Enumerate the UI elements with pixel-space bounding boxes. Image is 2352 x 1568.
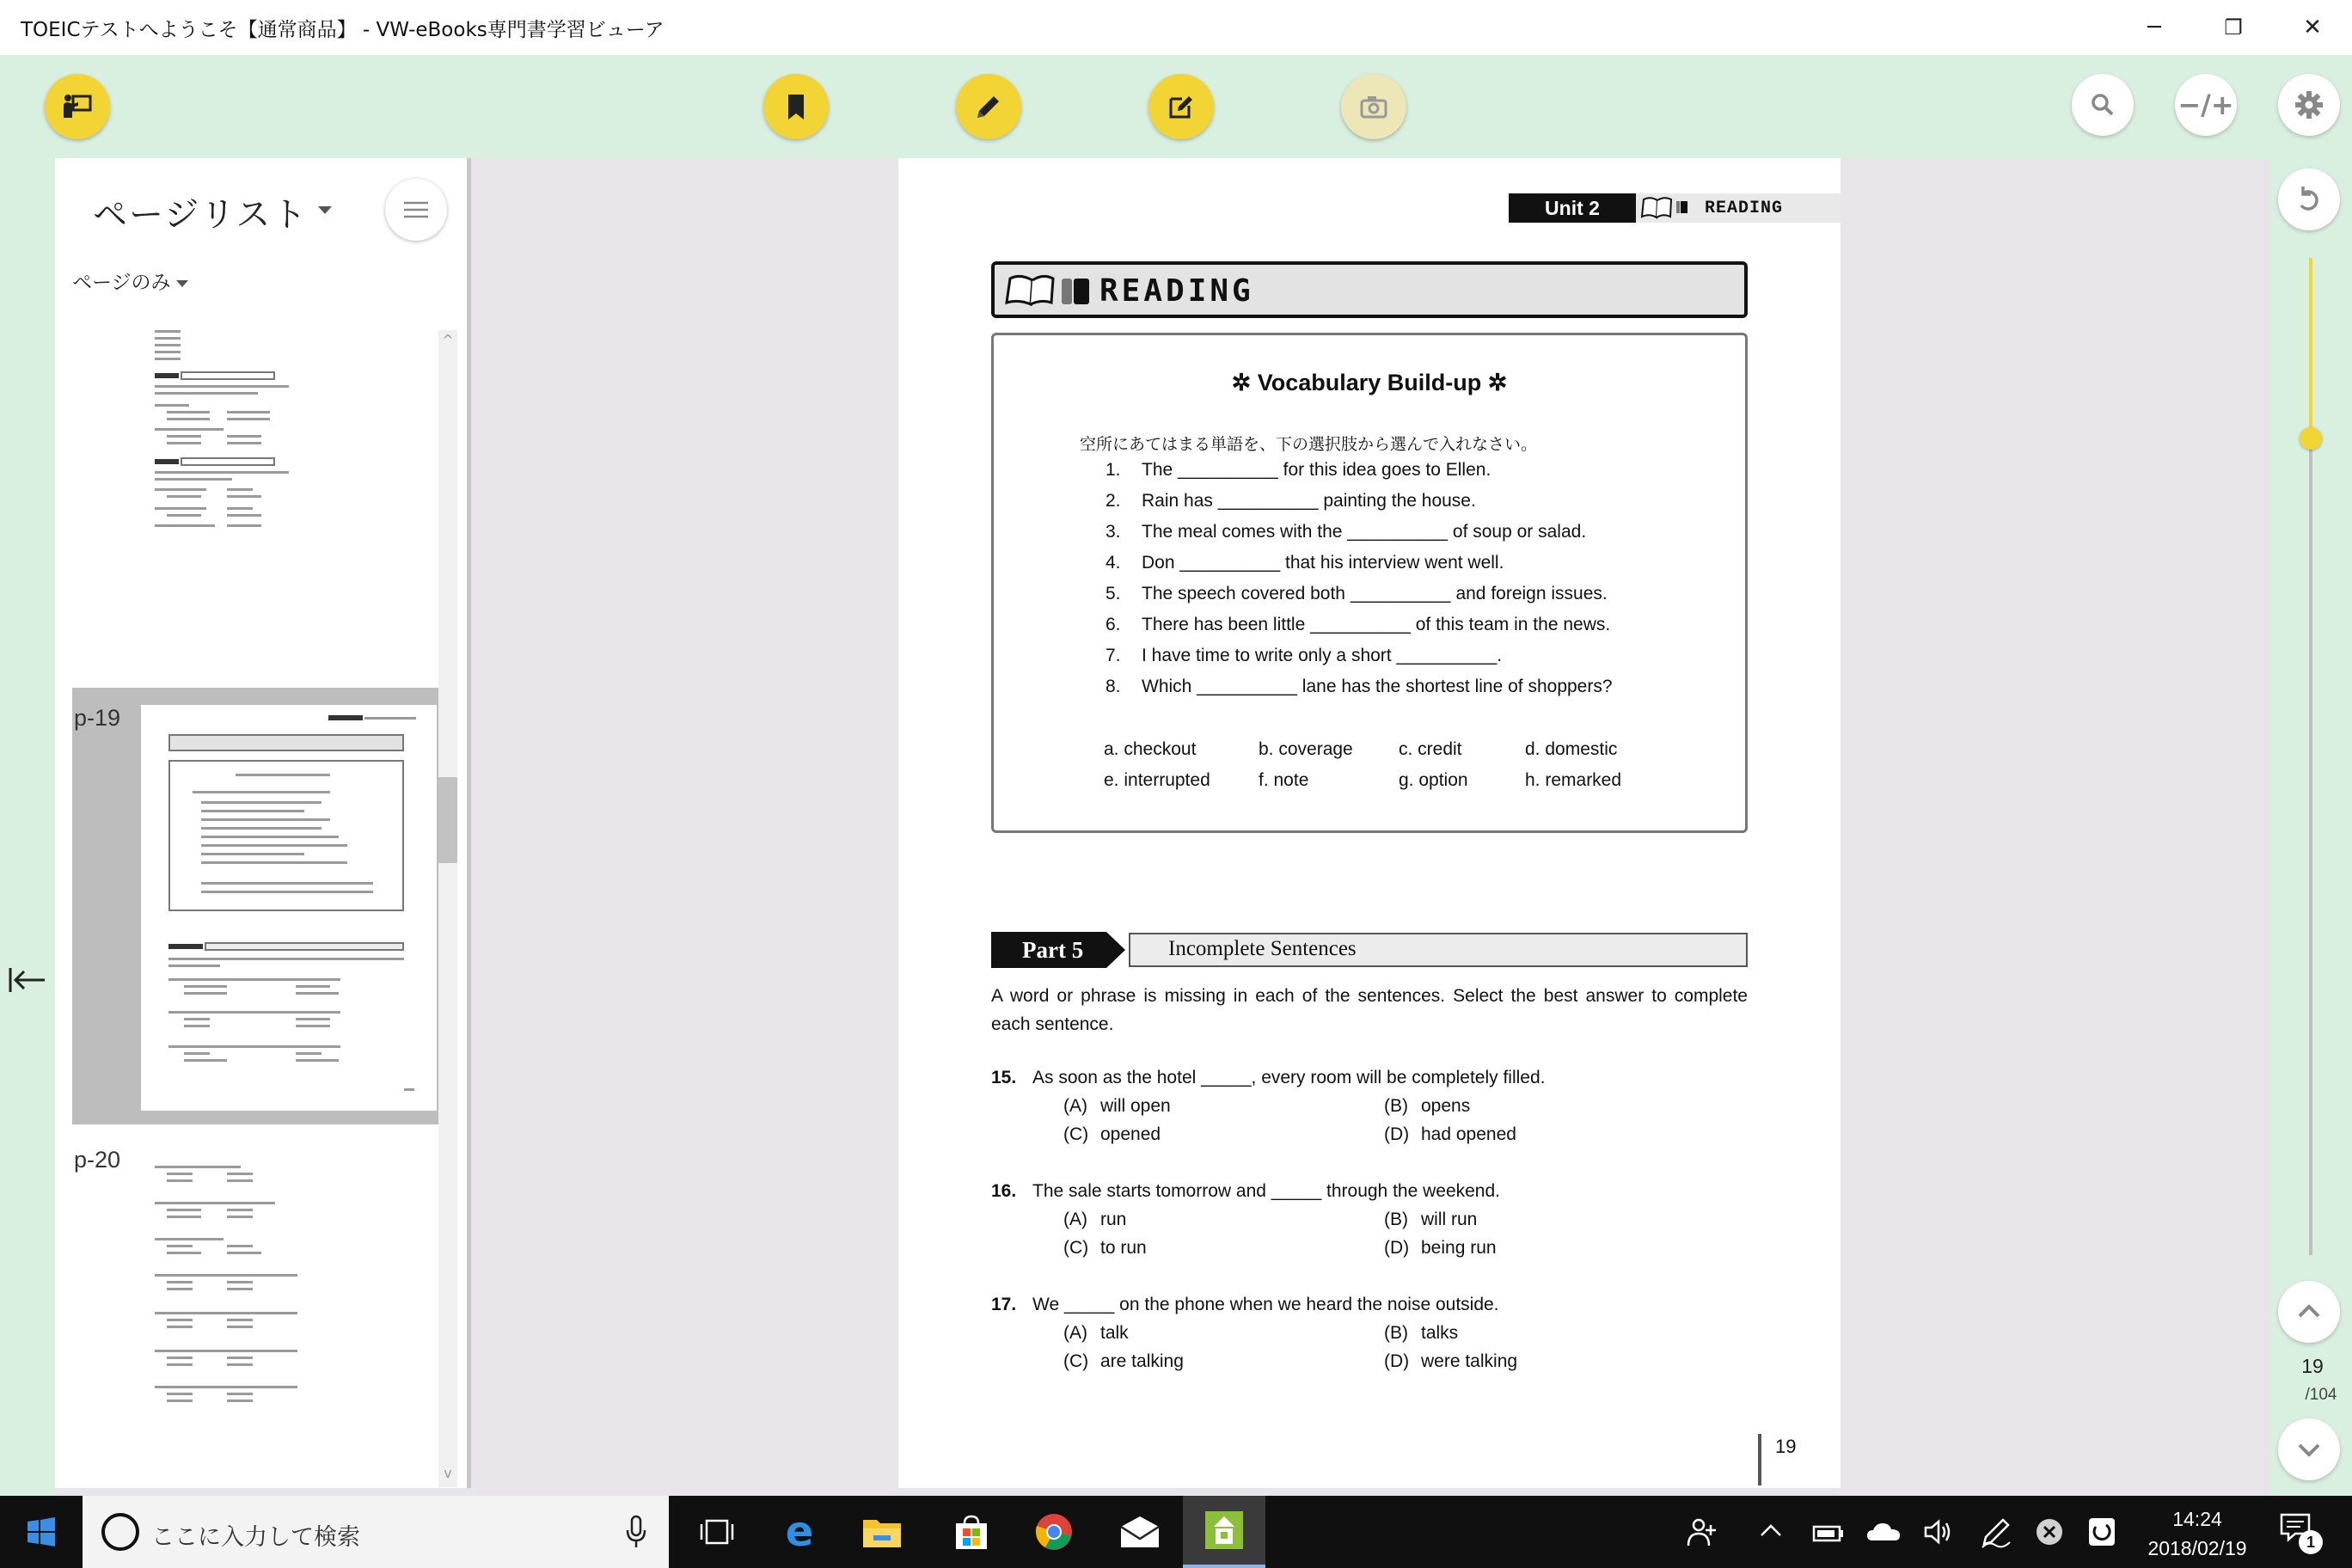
scroll-thumb[interactable] [438, 777, 457, 863]
people-icon[interactable] [1687, 1516, 1721, 1547]
taskbar-clock[interactable] [2128, 1504, 2266, 1563]
undo-icon [2291, 181, 2327, 217]
chevron-down-icon [176, 280, 188, 287]
taskbar-mail[interactable] [1099, 1496, 1181, 1568]
vocab-item: 6. There has been little __________ of this team in the news. [1106, 615, 1611, 634]
page-slider-fill [2309, 258, 2312, 438]
note-edit-icon [1163, 89, 1199, 125]
answer-option: (C) opened [1063, 1124, 1161, 1144]
answer-option: (C) are talking [1063, 1351, 1184, 1371]
scroll-up-icon[interactable]: ^ [442, 332, 454, 348]
chrome-icon [1034, 1512, 1074, 1552]
part-arrow [1106, 932, 1125, 968]
battery-icon[interactable] [1810, 1518, 1845, 1546]
note-edit-button[interactable] [1148, 74, 1214, 139]
answer-option: (A) will open [1063, 1096, 1171, 1116]
page-number-rule [1758, 1434, 1761, 1485]
thumbnail-page-image [141, 705, 437, 1111]
answer-option: (B) opens [1384, 1096, 1471, 1116]
left-margin [0, 158, 55, 1496]
page-number: 19 [1775, 1436, 1797, 1457]
current-page: 19 [2301, 1355, 2324, 1377]
taskbar-search-placeholder: ここに入力して検索 [151, 1524, 360, 1551]
thumbnail-p20[interactable] [72, 1147, 440, 1487]
document-page [898, 158, 1841, 1488]
vocab-item: 1. The __________ for this idea goes to Ellen. [1106, 460, 1491, 480]
choice-item: c. credit [1399, 739, 1462, 759]
thumbnail-label: p-20 [74, 1147, 121, 1173]
unit-tag: Unit 2 [1509, 193, 1636, 223]
search-icon [2085, 87, 2121, 123]
vocabulary-title: ✲ Vocabulary Build-up ✲ [1231, 370, 1508, 395]
thumbnail-list [72, 330, 457, 1487]
taskbar [0, 1496, 2352, 1568]
question: 15. As soon as the hotel _____, every room will be completely filled. [991, 1068, 1546, 1087]
page-filter-label: ページのみ [72, 272, 171, 294]
answer-option: (D) being run [1384, 1238, 1497, 1258]
edge-browser-icon: e [785, 1508, 814, 1556]
thumbnail-page-image [141, 330, 306, 536]
answer-option: (B) talks [1384, 1323, 1459, 1343]
choice-item: d. domestic [1525, 739, 1618, 759]
page-list-panel [55, 158, 469, 1488]
windows-logo-icon [26, 1516, 57, 1547]
cortana-icon [101, 1513, 139, 1551]
next-page-button[interactable] [2278, 1418, 2340, 1480]
restore-button[interactable]: ❐ [2224, 15, 2243, 40]
part-label: Part 5 [991, 932, 1106, 968]
clock-date: 2018/02/19 [2147, 1537, 2247, 1559]
thumbnail-scrollbar[interactable] [438, 330, 457, 1487]
taskbar-chrome[interactable] [1013, 1496, 1095, 1568]
bookmark-button[interactable] [763, 74, 829, 139]
chevron-up-icon [2291, 1294, 2327, 1330]
thumbnail-p19[interactable] [72, 688, 440, 1124]
notification-count-badge: 1 [2299, 1530, 2323, 1554]
chevron-up-icon[interactable] [1759, 1522, 1783, 1539]
taskbar-ebook-viewer[interactable] [1183, 1496, 1265, 1568]
thumbnail-page-image [141, 1161, 306, 1487]
camera-button[interactable] [1341, 74, 1406, 139]
answer-option: (D) had opened [1384, 1124, 1516, 1144]
settings-icon [2291, 87, 2327, 123]
panel-resize-handle[interactable] [467, 158, 471, 1488]
question: 16. The sale starts tomorrow and _____ through the weekend. [991, 1181, 1500, 1201]
close-button[interactable]: ✕ [2303, 15, 2322, 40]
previous-page-button[interactable] [2278, 1281, 2340, 1343]
ebook-viewer-app-icon [1204, 1510, 1245, 1551]
thumbnail-p18[interactable] [72, 330, 440, 554]
minimize-button[interactable]: ─ [2147, 15, 2161, 40]
zoom-icon: −/+ [2177, 89, 2234, 121]
start-button[interactable] [0, 1496, 83, 1568]
pencil-button[interactable] [956, 74, 1021, 139]
reading-heading: READING [1099, 273, 1254, 309]
store-icon [952, 1513, 990, 1551]
vocab-item: 2. Rain has __________ painting the house. [1106, 491, 1476, 511]
settings-button[interactable] [2278, 74, 2340, 136]
book-icon [1003, 270, 1093, 309]
collapse-panel-icon[interactable] [7, 963, 48, 997]
zoom-button[interactable] [2175, 74, 2237, 136]
taskbar-store[interactable] [930, 1496, 1013, 1568]
choice-item: b. coverage [1259, 739, 1353, 759]
menu-button[interactable] [385, 179, 447, 241]
chevron-down-icon [2291, 1431, 2327, 1467]
scroll-down-icon[interactable]: v [444, 1465, 452, 1481]
title-bar [0, 0, 2352, 55]
search-button[interactable] [2072, 74, 2134, 136]
taskbar-edge[interactable] [758, 1496, 841, 1568]
choice-item: h. remarked [1525, 770, 1622, 790]
answer-option: (D) were talking [1384, 1351, 1518, 1371]
header-reading-label: READING [1705, 199, 1784, 218]
taskbar-file-explorer[interactable] [841, 1496, 923, 1568]
choice-item: f. note [1259, 770, 1309, 790]
page-filter-dropdown[interactable] [72, 266, 188, 295]
page-list-title[interactable]: ページリスト [93, 195, 309, 235]
pencil-icon [971, 89, 1007, 125]
app-tray-icon[interactable] [2087, 1516, 2116, 1547]
pen-workspace-icon[interactable] [1979, 1515, 2013, 1549]
total-pages: /104 [2305, 1386, 2337, 1404]
bookmark-icon [778, 89, 814, 125]
clock-time: 14:24 [2172, 1508, 2222, 1530]
action-center-button[interactable] [2278, 1511, 2330, 1556]
presentation-icon [59, 89, 95, 125]
vocab-item: 8. Which __________ lane has the shortest line of shoppers? [1106, 677, 1613, 696]
answer-option: (B) will run [1384, 1210, 1478, 1229]
window-title: TOEICテストへようこそ【通常商品】 - VW-eBooks専門書学習ビューア [21, 19, 665, 41]
presentation-button[interactable] [45, 74, 110, 139]
question: 17. We _____ on the phone when we heard the noise outside. [991, 1295, 1499, 1314]
reading-banner [991, 261, 1748, 318]
vocab-item: 3. The meal comes with the __________ of soup or salad. [1106, 522, 1587, 542]
microphone-icon[interactable] [624, 1515, 648, 1549]
taskbar-search-box[interactable] [83, 1496, 669, 1568]
answer-option: (A) run [1063, 1210, 1127, 1229]
vocabulary-box [991, 333, 1748, 833]
vocab-item: 7. I have time to write only a short __________. [1106, 646, 1503, 665]
part-instruction: A word or phrase is missing in each of the sentences. Select the best answer to complete each sentence. [991, 986, 1748, 1034]
toolbar [0, 55, 2352, 158]
book-icon [1638, 193, 1690, 222]
choice-item: a. checkout [1104, 739, 1197, 759]
answer-option: (A) talk [1063, 1323, 1129, 1343]
onedrive-icon[interactable] [1865, 1520, 1903, 1544]
vocab-item: 4. Don __________ that his interview went well. [1106, 553, 1504, 573]
network-disconnected-icon[interactable] [2036, 1518, 2063, 1546]
choice-item: e. interrupted [1104, 770, 1210, 790]
answer-option: (C) to run [1063, 1238, 1147, 1258]
task-view-icon [700, 1518, 734, 1546]
mail-icon [1118, 1515, 1161, 1549]
folder-icon [861, 1515, 903, 1549]
vocabulary-instruction: 空所にあてはまる単語を、下の選択肢から選んで入れなさい。 [1080, 435, 1538, 454]
chevron-down-icon[interactable] [318, 206, 332, 214]
page-slider-knob[interactable] [2300, 427, 2322, 450]
vocab-item: 5. The speech covered both __________ and foreign issues. [1106, 584, 1608, 603]
undo-button[interactable] [2278, 168, 2340, 230]
choice-item: g. option [1399, 770, 1468, 790]
camera-icon [1356, 89, 1392, 125]
hamburger-icon [402, 199, 430, 220]
volume-icon[interactable] [1922, 1516, 1953, 1547]
thumbnail-label: p-19 [74, 705, 121, 731]
task-view-button[interactable] [676, 1496, 758, 1568]
part-title: Incomplete Sentences [1168, 937, 1357, 960]
